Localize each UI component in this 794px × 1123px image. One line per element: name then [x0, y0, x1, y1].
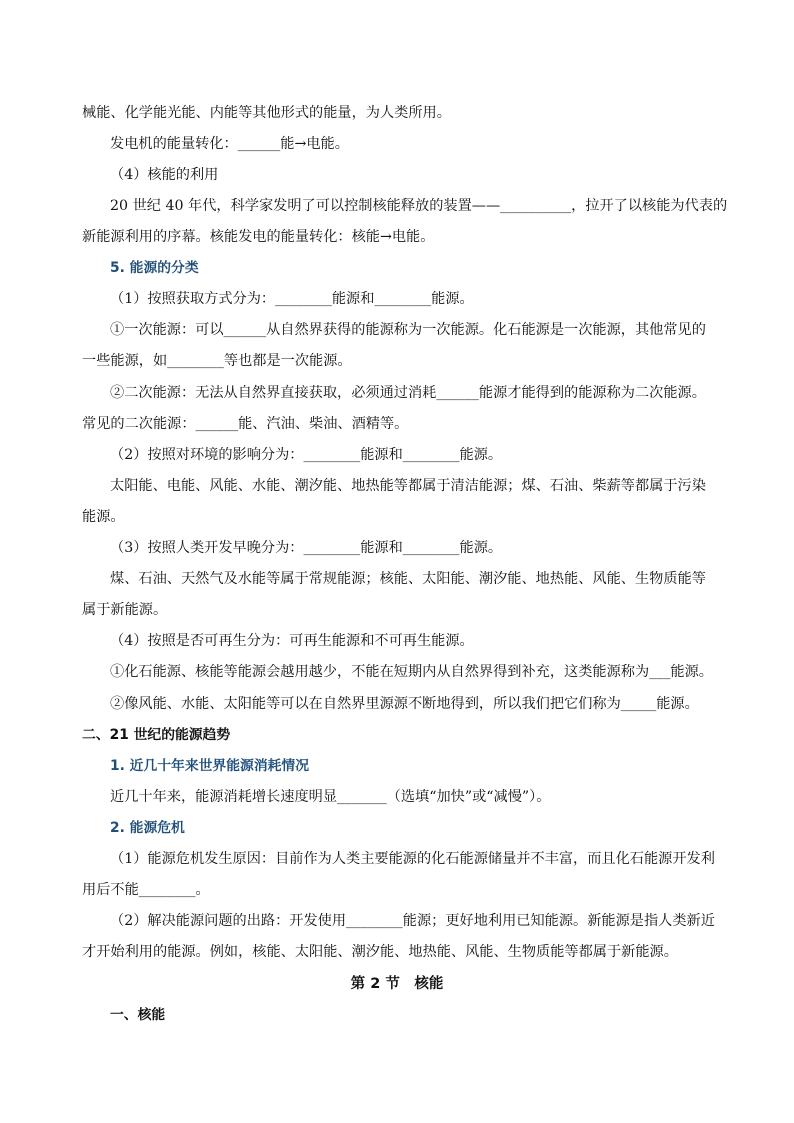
text-line: 常见的二次能源：______能、汽油、柴油、酒精等。 [82, 416, 409, 432]
text-line: 用后不能________。 [82, 882, 210, 898]
chapter-title: 第 2 节 核能 [350, 976, 444, 992]
text-line: ②二次能源：无法从自然界直接获取，必须通过消耗______能源才能得到的能源称为二次能源。 [110, 385, 706, 401]
text-line: ②像风能、水能、太阳能等可以在自然界里源源不断地得到，所以我们把它们称为_____能源。 [110, 696, 699, 712]
section-heading: 1. 近几十年来世界能源消耗情况 [110, 758, 310, 774]
text-line: （2）按照对环境的影响分为：________能源和________能源。 [110, 447, 503, 463]
text-line: 近几十年来，能源消耗增长速度明显_______（选填“加快”或“减慢”）。 [110, 789, 551, 805]
text-line: （4）核能的利用 [110, 167, 219, 183]
text-line: （1）能源危机发生原因：目前作为人类主要能源的化石能源储量并不丰富，而且化石能源开发利 [110, 851, 715, 867]
text-line: 煤、石油、天然气及水能等属于常规能源；核能、太阳能、潮汐能、地热能、风能、生物质能等 [110, 571, 706, 587]
section-heading: 一、核能 [110, 1007, 166, 1023]
text-line: 械能、化学能光能、内能等其他形式的能量，为人类所用。 [82, 105, 451, 121]
text-line: 20 世纪 40 年代，科学家发明了可以控制核能释放的装置——__________，拉开了以核能为代表的 [110, 198, 728, 214]
text-line: ①化石能源、核能等能源会越用越少，不能在短期内从自然界得到补充，这类能源称为___能源。 [110, 664, 713, 680]
text-line: （2）解决能源问题的出路：开发使用________能源；更好地利用已知能源。新能源是指人类新近 [110, 913, 715, 929]
text-line: 能源。 [82, 509, 125, 525]
text-line: 才开始利用的能源。例如，核能、太阳能、潮汐能、地热能、风能、生物质能等都属于新能源。 [82, 944, 678, 960]
text-line: （4）按照是否可再生分为：可再生能源和不可再生能源。 [110, 633, 474, 649]
text-line: 一些能源，如________等也都是一次能源。 [82, 353, 352, 369]
section-heading: 5. 能源的分类 [110, 260, 199, 276]
section-heading: 二、21 世纪的能源趋势 [82, 727, 231, 743]
text-line: ①一次能源：可以______从自然界获得的能源称为一次能源。化石能源是一次能源，其他常见的 [110, 322, 706, 338]
text-line: （3）按照人类开发早晚分为：________能源和________能源。 [110, 540, 503, 556]
text-line: 发电机的能量转化：______能→电能。 [110, 136, 349, 152]
section-heading: 2. 能源危机 [110, 820, 185, 836]
text-line: 新能源利用的序幕。核能发电的能量转化：核能→电能。 [82, 229, 435, 245]
text-line: 属于新能源。 [82, 602, 168, 618]
text-line: 太阳能、电能、风能、水能、潮汐能、地热能等都属于清洁能源；煤、石油、柴薪等都属于污染 [110, 478, 706, 494]
text-line: （1）按照获取方式分为：________能源和________能源。 [110, 291, 474, 307]
